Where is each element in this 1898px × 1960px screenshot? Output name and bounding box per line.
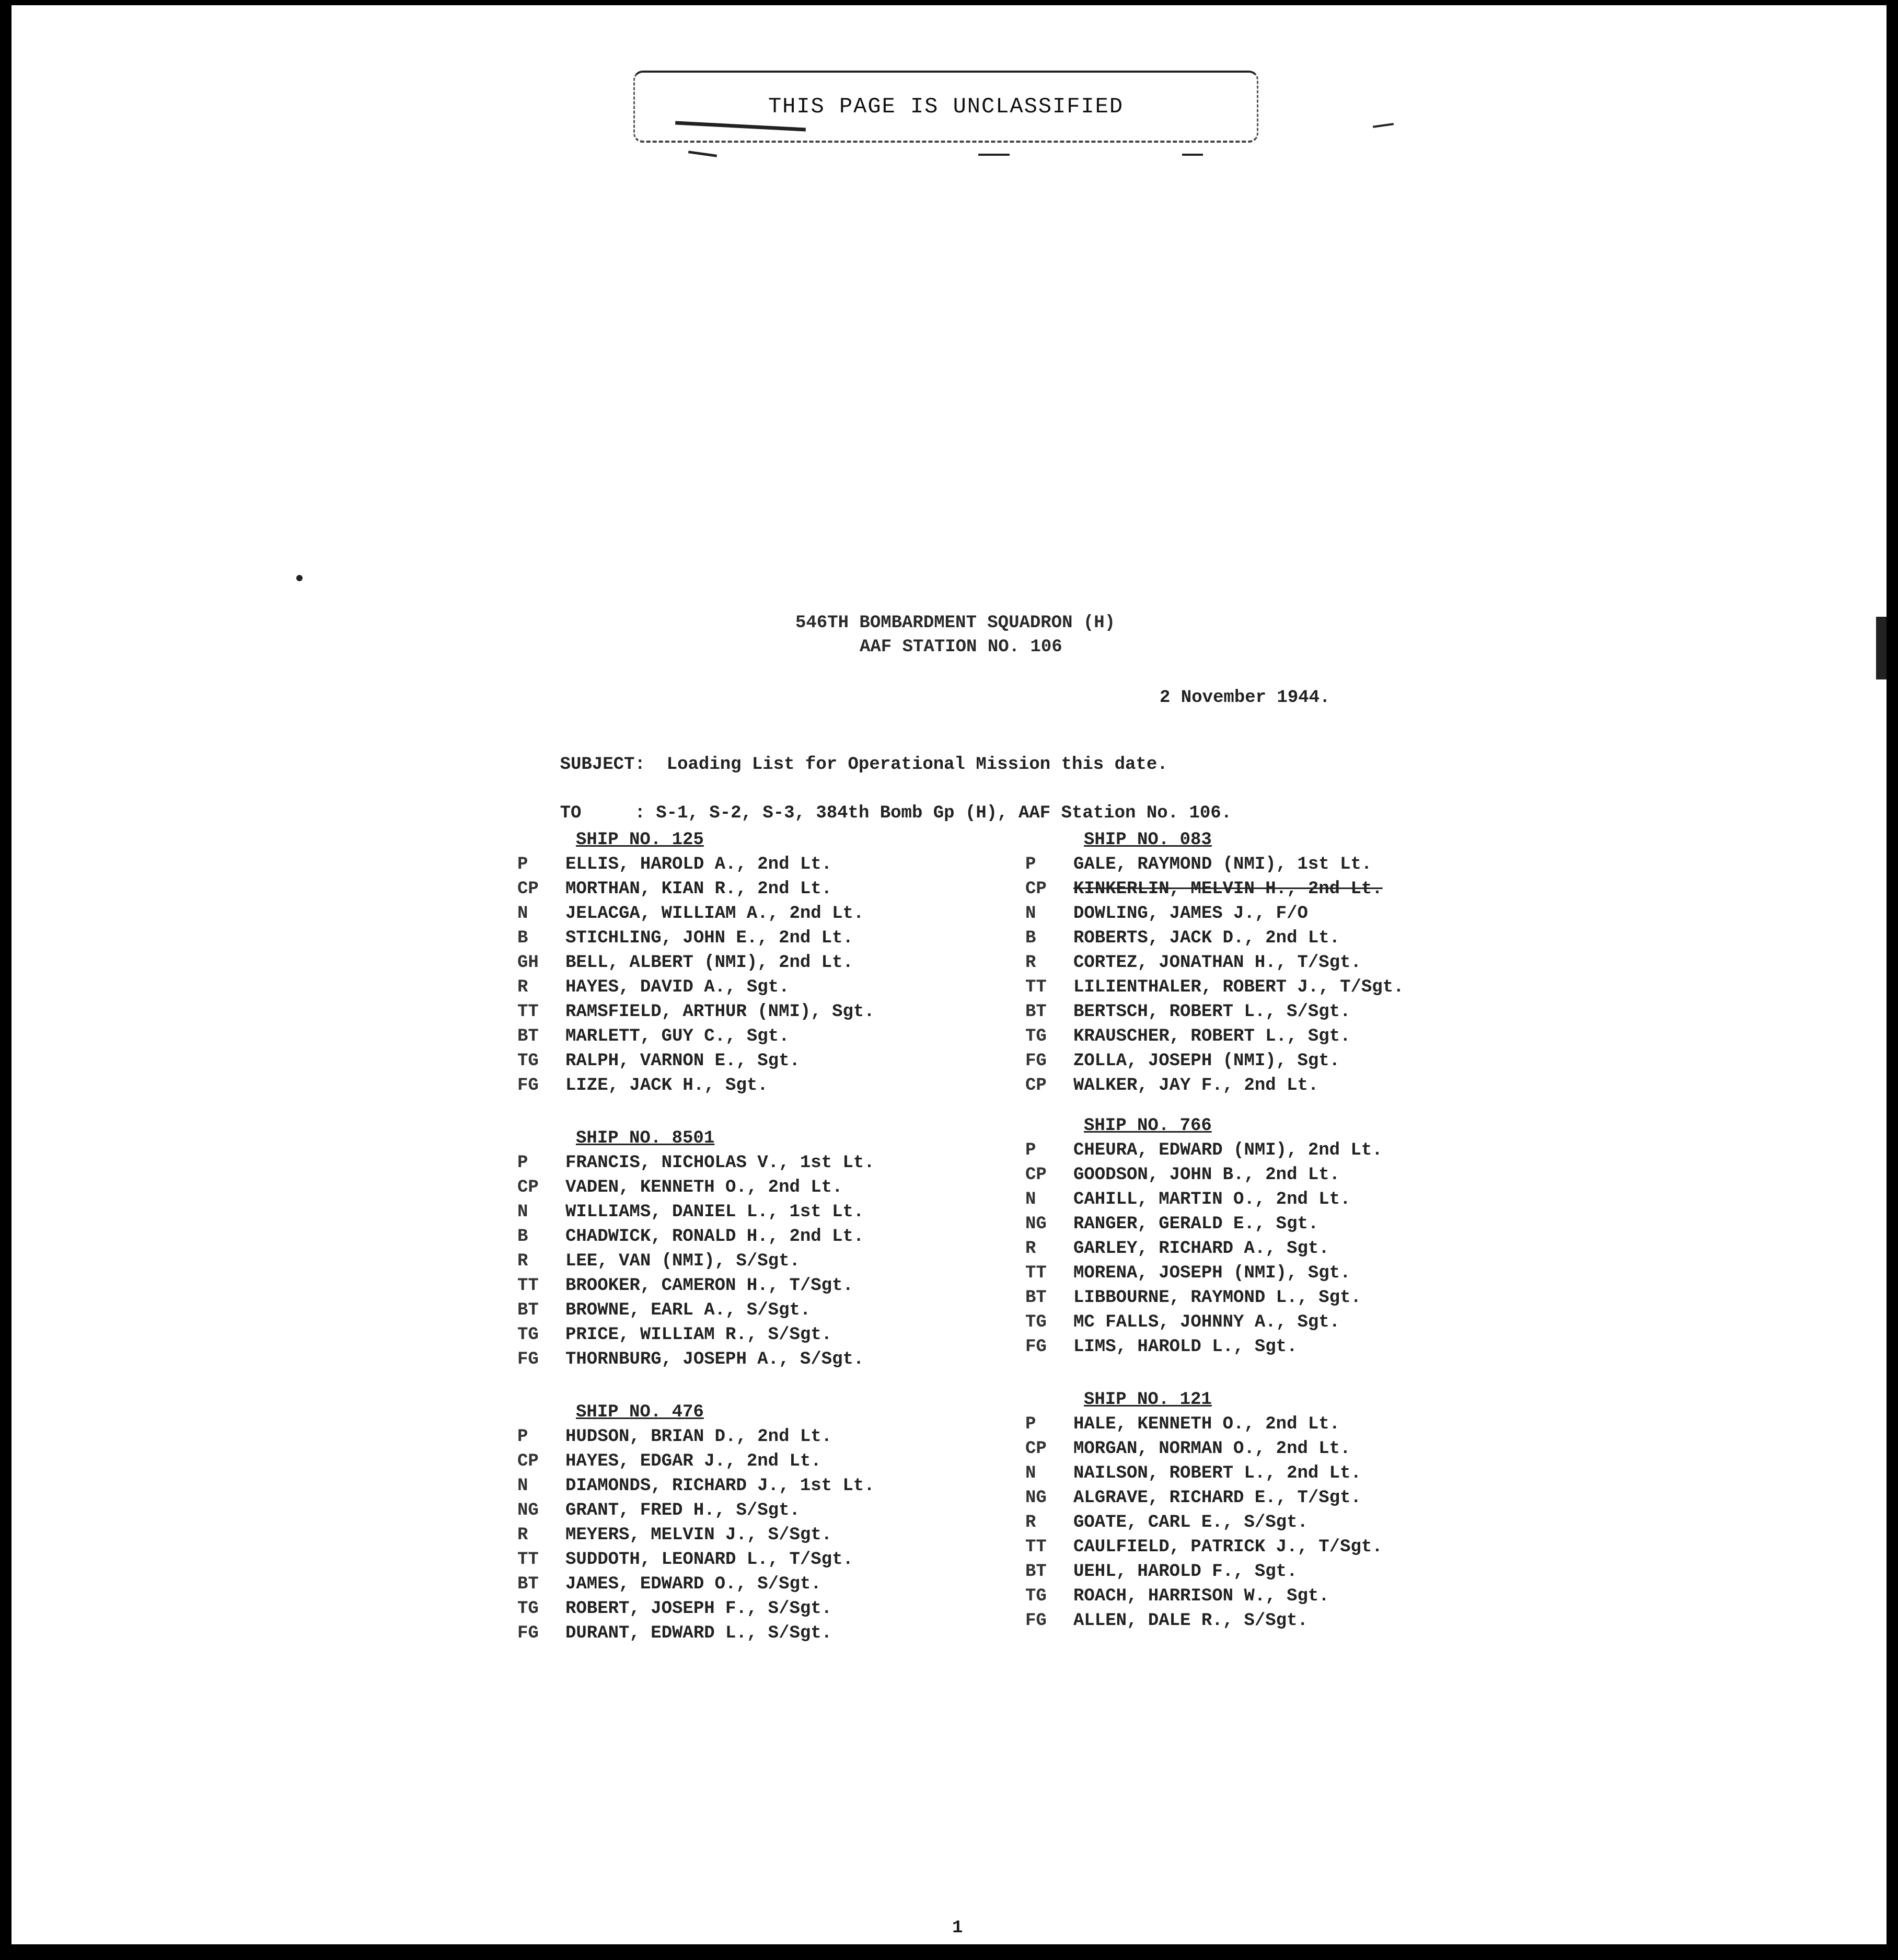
crew-position: B <box>1025 928 1036 948</box>
crew-row <box>1025 1535 1496 1560</box>
document-page <box>11 5 1887 1944</box>
crew-name: HUDSON, BRIAN D., 2nd Lt. <box>565 1427 832 1447</box>
crew-name: RAMSFIELD, ARTHUR (NMI), Sgt. <box>565 1002 875 1022</box>
crew-name: HALE, KENNETH O., 2nd Lt. <box>1073 1414 1340 1434</box>
crew-name: WALKER, JAY F., 2nd Lt. <box>1073 1076 1319 1096</box>
crew-position: CP <box>1025 1165 1047 1185</box>
crew-position: FG <box>517 1076 539 1096</box>
crew-name: BROWNE, EARL A., S/Sgt. <box>565 1300 811 1320</box>
crew-name: HAYES, EDGAR J., 2nd Lt. <box>565 1451 821 1471</box>
crew-name: ROACH, HARRISON W., Sgt. <box>1073 1586 1329 1606</box>
subject-label: SUBJECT: <box>560 755 645 775</box>
crew-position: R <box>517 1525 528 1545</box>
crew-position: TG <box>517 1325 539 1345</box>
crew-position: BT <box>517 1027 539 1046</box>
crew-row <box>517 1274 988 1298</box>
crew-name: ELLIS, HAROLD A., 2nd Lt. <box>565 855 832 874</box>
crew-position: R <box>517 1251 528 1271</box>
crew-row <box>517 902 988 926</box>
ship-block <box>517 1400 988 1646</box>
crew-position: N <box>1025 1463 1036 1483</box>
crew-position: FG <box>517 1623 539 1643</box>
crew-row <box>517 1175 988 1200</box>
crew-name: KINKERLIN, MELVIN H., 2nd Lt. <box>1073 879 1383 899</box>
crew-row <box>517 1597 988 1621</box>
scan-smudge <box>978 154 1010 156</box>
crew-name: BERTSCH, ROBERT L., S/Sgt. <box>1073 1002 1351 1022</box>
crew-name: MC FALLS, JOHNNY A., Sgt. <box>1073 1312 1340 1332</box>
crew-row <box>1025 1024 1496 1049</box>
crew-position: FG <box>1025 1337 1047 1357</box>
ship-number: SHIP NO. 125 <box>576 830 704 850</box>
crew-name: DIAMONDS, RICHARD J., 1st Lt. <box>565 1476 875 1496</box>
crew-row <box>1025 975 1496 1000</box>
subject-text: Loading List for Operational Mission this date. <box>666 755 1168 775</box>
crew-row <box>1025 1609 1496 1633</box>
crew-name: STICHLING, JOHN E., 2nd Lt. <box>565 928 853 948</box>
crew-name: BELL, ALBERT (NMI), 2nd Lt. <box>565 953 853 973</box>
crew-row <box>1025 1461 1496 1486</box>
crew-position: N <box>517 904 528 924</box>
crew-position: P <box>517 855 528 874</box>
crew-name: WILLIAMS, DANIEL L., 1st Lt. <box>565 1202 864 1222</box>
ship-block <box>1025 1114 1496 1359</box>
crew-position: CP <box>517 879 539 899</box>
classification-stamp <box>633 71 1258 143</box>
crew-name: FRANCIS, NICHOLAS V., 1st Lt. <box>565 1153 875 1173</box>
crew-name: MORTHAN, KIAN R., 2nd Lt. <box>565 879 832 899</box>
right-ship-column <box>1025 828 1496 1633</box>
scan-smudge <box>688 151 717 157</box>
crew-row <box>1025 1000 1496 1024</box>
scan-smudge <box>1876 617 1887 679</box>
to-separator: : <box>634 803 645 823</box>
crew-position: TG <box>1025 1586 1047 1606</box>
crew-name: DURANT, EDWARD L., S/Sgt. <box>565 1623 832 1643</box>
crew-row <box>517 1249 988 1274</box>
crew-row <box>1025 951 1496 975</box>
crew-position: N <box>517 1202 528 1222</box>
crew-row <box>517 926 988 951</box>
crew-row <box>517 1449 988 1474</box>
ship-block <box>1025 828 1496 1098</box>
crew-row <box>517 1548 988 1572</box>
crew-position: R <box>1025 953 1036 973</box>
crew-name: PRICE, WILLIAM R., S/Sgt. <box>565 1325 832 1345</box>
crew-position: N <box>1025 1190 1036 1209</box>
crew-name: CORTEZ, JONATHAN H., T/Sgt. <box>1073 953 1361 973</box>
crew-name: KRAUSCHER, ROBERT L., Sgt. <box>1073 1027 1351 1046</box>
crew-name: ALGRAVE, RICHARD E., T/Sgt. <box>1073 1488 1361 1508</box>
crew-position: B <box>517 928 528 948</box>
crew-position: TT <box>1025 977 1047 997</box>
crew-row <box>517 877 988 902</box>
crew-name: ROBERTS, JACK D., 2nd Lt. <box>1073 928 1340 948</box>
crew-name: LIZE, JACK H., Sgt. <box>565 1076 768 1096</box>
crew-name: HAYES, DAVID A., Sgt. <box>565 977 790 997</box>
crew-row <box>1025 1187 1496 1212</box>
crew-position: TG <box>1025 1312 1047 1332</box>
crew-position: BT <box>517 1300 539 1320</box>
crew-position: CP <box>1025 1076 1047 1096</box>
ship-number: SHIP NO. 766 <box>1084 1116 1212 1136</box>
crew-name: MORENA, JOSEPH (NMI), Sgt. <box>1073 1263 1351 1283</box>
crew-name: GOODSON, JOHN B., 2nd Lt. <box>1073 1165 1340 1185</box>
crew-name: UEHL, HAROLD F., Sgt. <box>1073 1562 1298 1582</box>
crew-position: CP <box>1025 879 1047 899</box>
crew-name: VADEN, KENNETH O., 2nd Lt. <box>565 1178 843 1197</box>
crew-row <box>517 1151 988 1175</box>
crew-row <box>1025 1049 1496 1074</box>
crew-row <box>517 1200 988 1225</box>
crew-name: GOATE, CARL E., S/Sgt. <box>1073 1513 1308 1532</box>
crew-row <box>1025 1511 1496 1535</box>
crew-row <box>517 1498 988 1523</box>
scan-speck <box>296 575 303 581</box>
crew-row <box>1025 1412 1496 1437</box>
crew-name: CHEURA, EDWARD (NMI), 2nd Lt. <box>1073 1140 1383 1160</box>
crew-row <box>1025 902 1496 926</box>
crew-position: P <box>1025 1414 1036 1434</box>
crew-name: MARLETT, GUY C., Sgt. <box>565 1027 790 1046</box>
crew-row <box>517 1024 988 1049</box>
crew-row <box>1025 1584 1496 1609</box>
ship-number: SHIP NO. 083 <box>1084 830 1212 850</box>
crew-position: NG <box>1025 1488 1047 1508</box>
crew-position: N <box>517 1476 528 1496</box>
crew-name: LILIENTHALER, ROBERT J., T/Sgt. <box>1073 977 1404 997</box>
ship-block <box>517 1126 988 1372</box>
left-ship-column <box>517 828 988 1646</box>
crew-row <box>517 1474 988 1498</box>
scan-smudge <box>1182 154 1203 156</box>
crew-position: P <box>1025 855 1036 874</box>
classification-text: THIS PAGE IS UNCLASSIFIED <box>768 94 1124 119</box>
crew-position: P <box>1025 1140 1036 1160</box>
crew-position: BT <box>1025 1562 1047 1582</box>
crew-row <box>1025 1286 1496 1310</box>
crew-position: P <box>517 1153 528 1173</box>
to-text: S-1, S-2, S-3, 384th Bomb Gp (H), AAF Station No. 106. <box>656 803 1232 823</box>
unit-heading: 546TH BOMBARDMENT SQUADRON (H) <box>795 613 1116 633</box>
crew-row <box>517 951 988 975</box>
crew-position: TG <box>1025 1027 1047 1046</box>
crew-row <box>1025 1261 1496 1286</box>
crew-position: CP <box>517 1178 539 1197</box>
crew-name: ROBERT, JOSEPH F., S/Sgt. <box>565 1599 832 1619</box>
crew-row <box>517 1621 988 1646</box>
ship-block <box>1025 1388 1496 1633</box>
crew-row <box>1025 1437 1496 1461</box>
crew-position: TT <box>1025 1263 1047 1283</box>
crew-name: MEYERS, MELVIN J., S/Sgt. <box>565 1525 832 1545</box>
crew-position: FG <box>1025 1611 1047 1631</box>
crew-row <box>517 1049 988 1074</box>
crew-position: NG <box>1025 1214 1047 1234</box>
crew-name: GARLEY, RICHARD A., Sgt. <box>1073 1239 1329 1259</box>
crew-position: FG <box>517 1350 539 1369</box>
crew-position: R <box>1025 1513 1036 1532</box>
crew-row <box>517 1425 988 1449</box>
crew-row <box>1025 1560 1496 1584</box>
crew-row <box>1025 1212 1496 1237</box>
crew-position: TT <box>517 1550 539 1570</box>
crew-name: RALPH, VARNON E., Sgt. <box>565 1051 800 1071</box>
crew-row <box>517 1298 988 1323</box>
crew-row <box>1025 1138 1496 1163</box>
crew-name: LIBBOURNE, RAYMOND L., Sgt. <box>1073 1288 1361 1308</box>
crew-name: MORGAN, NORMAN O., 2nd Lt. <box>1073 1439 1351 1459</box>
crew-row <box>1025 926 1496 951</box>
crew-name: CHADWICK, RONALD H., 2nd Lt. <box>565 1227 864 1247</box>
crew-position: BT <box>1025 1288 1047 1308</box>
crew-row <box>1025 877 1496 902</box>
crew-name: SUDDOTH, LEONARD L., T/Sgt. <box>565 1550 853 1570</box>
crew-row <box>517 1074 988 1098</box>
crew-position: FG <box>1025 1051 1047 1071</box>
crew-position: TT <box>1025 1537 1047 1557</box>
crew-position: B <box>517 1227 528 1247</box>
crew-name: RANGER, GERALD E., Sgt. <box>1073 1214 1319 1234</box>
ship-block <box>517 828 988 1098</box>
crew-row <box>1025 1074 1496 1098</box>
crew-row <box>517 975 988 1000</box>
crew-name: LIMS, HAROLD L., Sgt. <box>1073 1337 1298 1357</box>
crew-position: TG <box>517 1599 539 1619</box>
station-heading: AAF STATION NO. 106 <box>860 637 1062 657</box>
crew-position: BT <box>517 1574 539 1594</box>
crew-row <box>517 1323 988 1347</box>
crew-row <box>517 1572 988 1597</box>
page-number: 1 <box>952 1918 963 1938</box>
crew-row <box>517 1225 988 1249</box>
ship-number: SHIP NO. 476 <box>576 1402 704 1422</box>
crew-name: GALE, RAYMOND (NMI), 1st Lt. <box>1073 855 1372 874</box>
crew-name: JAMES, EDWARD O., S/Sgt. <box>565 1574 821 1594</box>
crew-row <box>1025 1237 1496 1261</box>
crew-name: THORNBURG, JOSEPH A., S/Sgt. <box>565 1350 864 1369</box>
crew-name: ZOLLA, JOSEPH (NMI), Sgt. <box>1073 1051 1340 1071</box>
crew-position: NG <box>517 1501 539 1520</box>
crew-name: JELACGA, WILLIAM A., 2nd Lt. <box>565 904 864 924</box>
ship-number: SHIP NO. 121 <box>1084 1390 1212 1410</box>
crew-position: TG <box>517 1051 539 1071</box>
crew-row <box>517 1523 988 1548</box>
crew-row <box>1025 1310 1496 1335</box>
crew-row <box>517 1347 988 1372</box>
crew-name: LEE, VAN (NMI), S/Sgt. <box>565 1251 800 1271</box>
crew-name: GRANT, FRED H., S/Sgt. <box>565 1501 800 1520</box>
crew-row <box>1025 1335 1496 1359</box>
crew-name: NAILSON, ROBERT L., 2nd Lt. <box>1073 1463 1361 1483</box>
crew-name: BROOKER, CAMERON H., T/Sgt. <box>565 1276 853 1296</box>
scan-smudge <box>1373 123 1394 128</box>
crew-row <box>1025 1163 1496 1187</box>
crew-position: R <box>517 977 528 997</box>
crew-position: TT <box>517 1276 539 1296</box>
crew-name: DOWLING, JAMES J., F/O <box>1073 904 1308 924</box>
crew-row <box>517 852 988 877</box>
crew-position: R <box>1025 1239 1036 1259</box>
document-date: 2 November 1944. <box>1160 688 1330 708</box>
crew-row <box>1025 1486 1496 1511</box>
to-label: TO <box>560 803 582 823</box>
crew-position: TT <box>517 1002 539 1022</box>
crew-name: CAHILL, MARTIN O., 2nd Lt. <box>1073 1190 1351 1209</box>
crew-position: GH <box>517 953 539 973</box>
ship-number: SHIP NO. 8501 <box>576 1128 715 1148</box>
crew-position: P <box>517 1427 528 1447</box>
crew-position: CP <box>517 1451 539 1471</box>
crew-position: BT <box>1025 1002 1047 1022</box>
crew-name: ALLEN, DALE R., S/Sgt. <box>1073 1611 1308 1631</box>
crew-name: CAULFIELD, PATRICK J., T/Sgt. <box>1073 1537 1383 1557</box>
crew-position: CP <box>1025 1439 1047 1459</box>
crew-position: N <box>1025 904 1036 924</box>
crew-row <box>517 1000 988 1024</box>
crew-row <box>1025 852 1496 877</box>
